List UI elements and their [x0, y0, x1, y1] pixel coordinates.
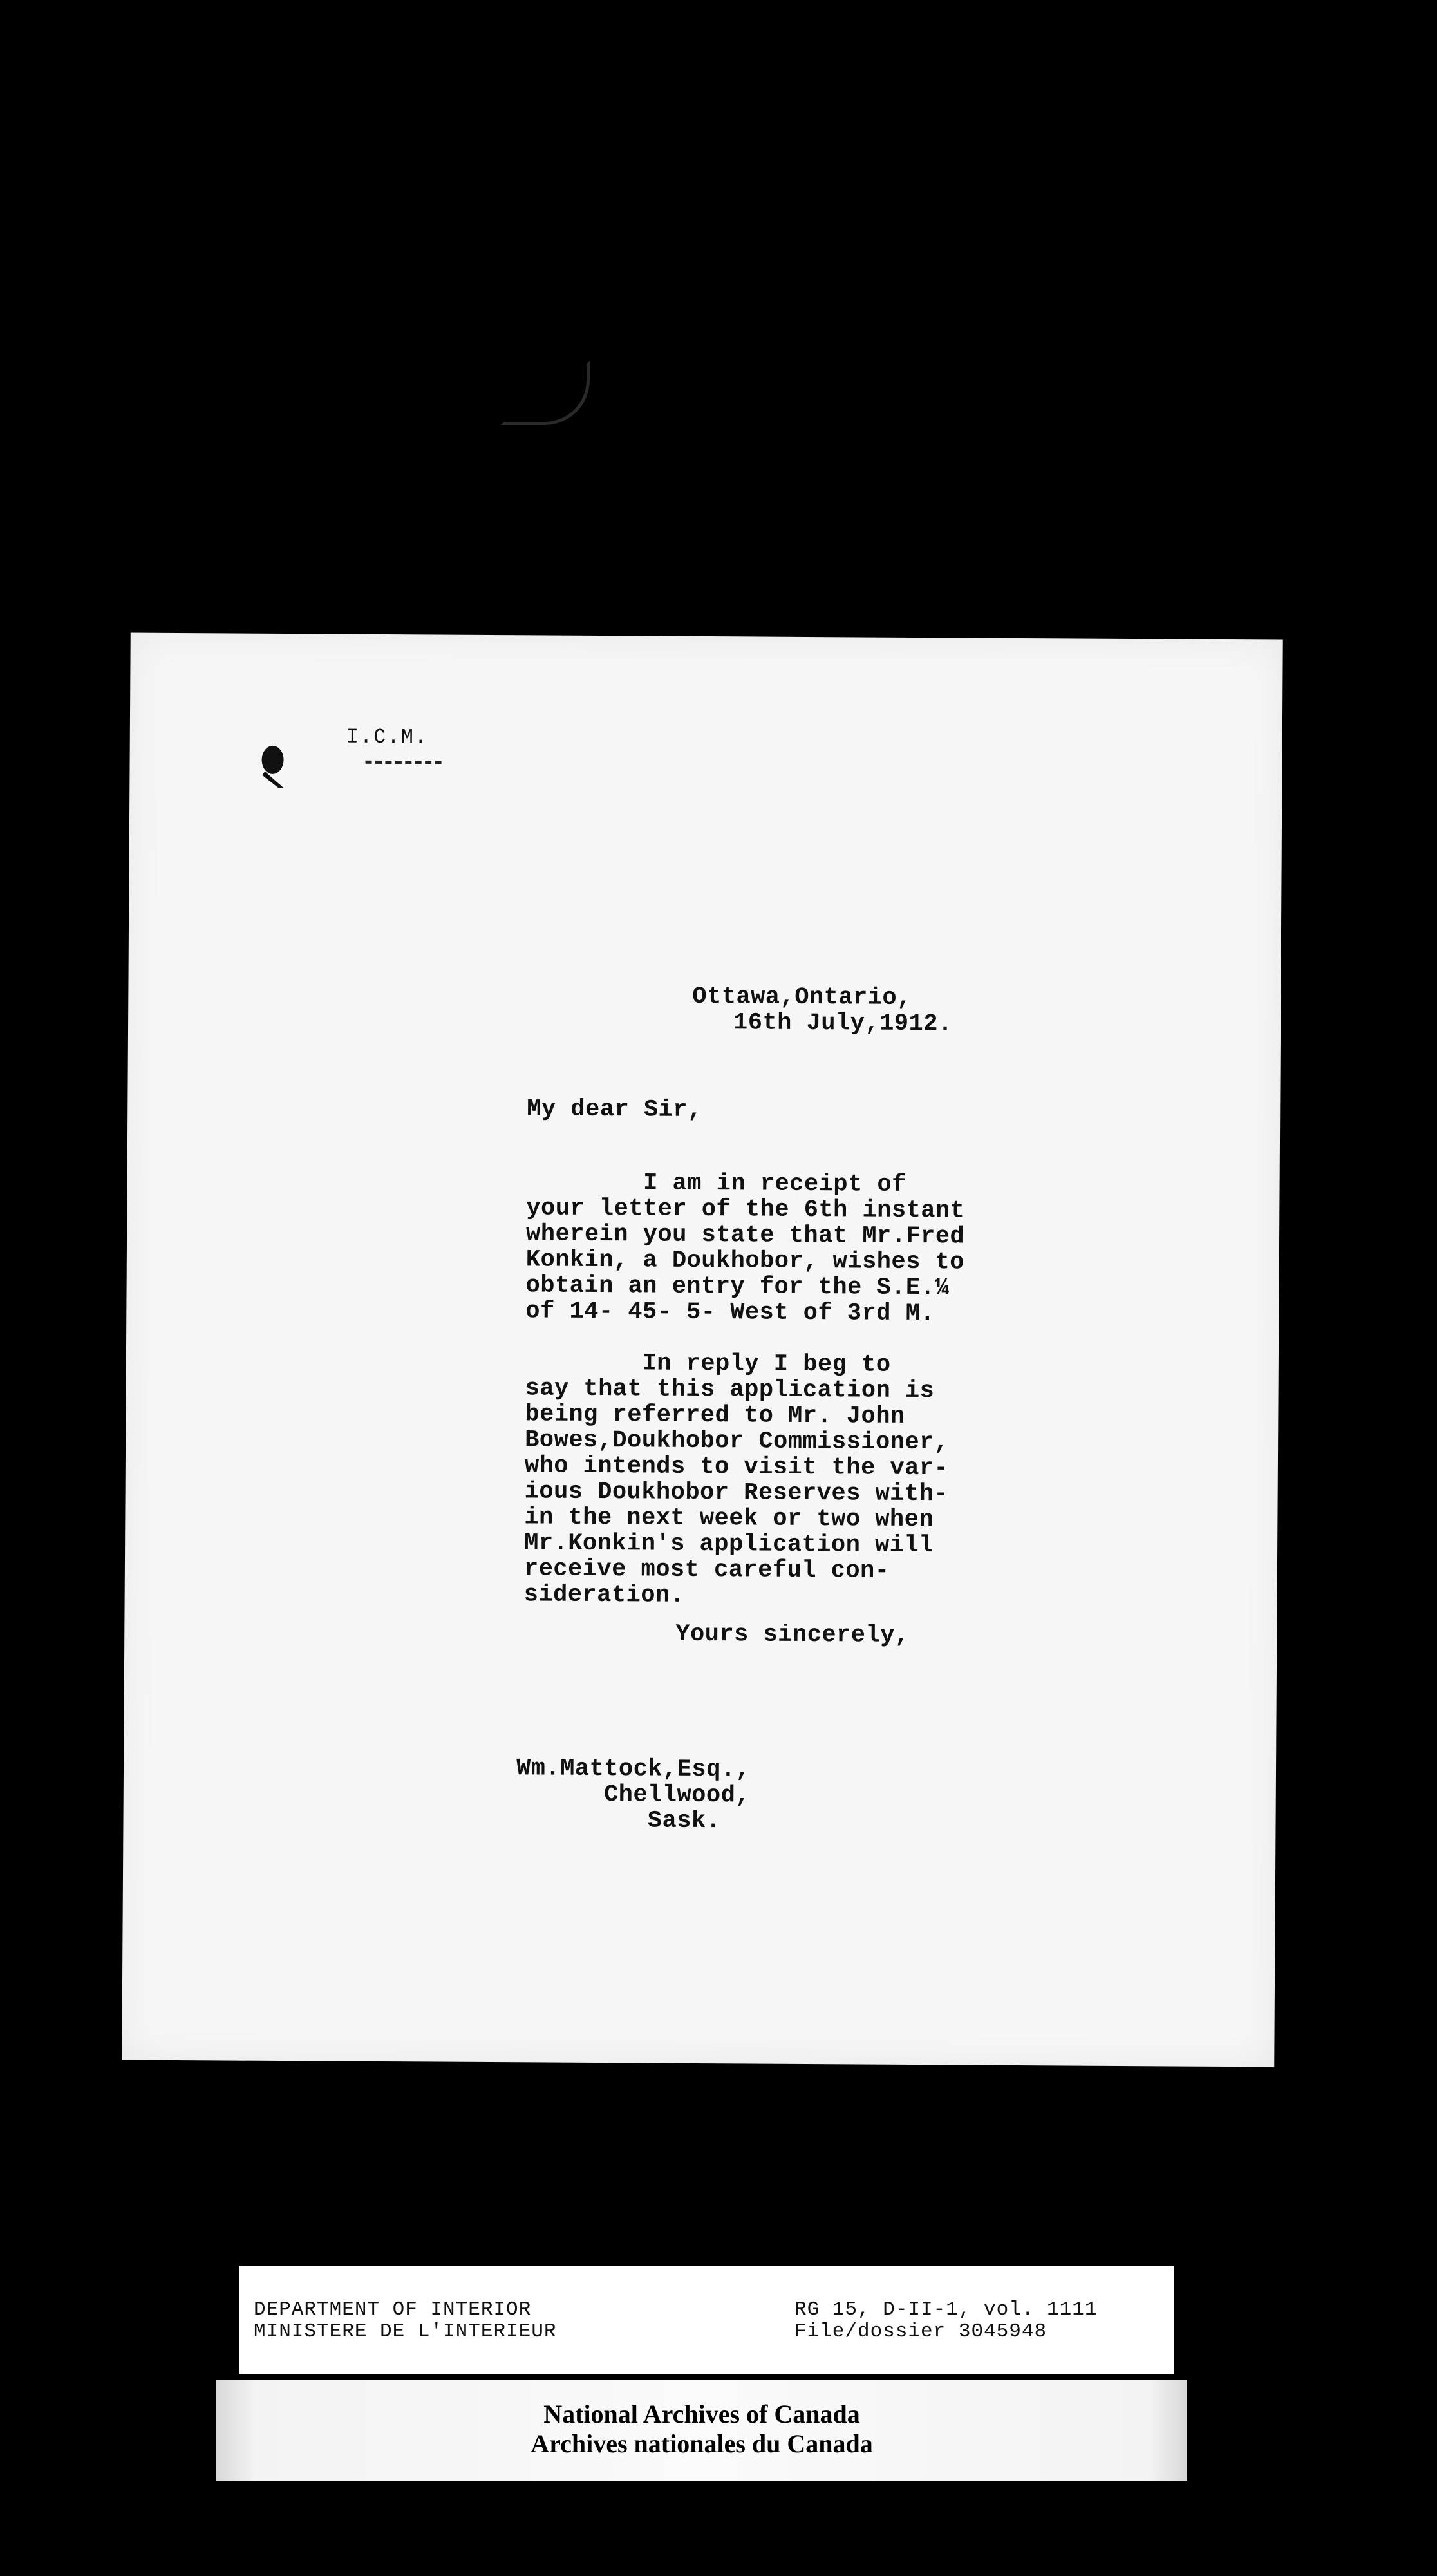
letter-page	[122, 633, 1283, 2067]
addressee-line: Chellwood,	[516, 1781, 751, 1810]
addressee-line: Sask.	[516, 1806, 721, 1835]
body-line: In reply I beg to	[525, 1349, 891, 1379]
body-line: who intends to visit the var-	[524, 1452, 949, 1482]
letter-body	[524, 1170, 965, 1610]
ink-blot-icon	[259, 743, 285, 790]
film-artifact-mark	[501, 361, 590, 425]
letter-date: 16th July,1912.	[733, 1009, 953, 1038]
department-english: DEPARTMENT OF INTERIOR	[254, 2298, 532, 2321]
body-line: Mr.Konkin's application will	[524, 1530, 934, 1560]
body-line: say that this application is	[525, 1375, 935, 1405]
body-line: Bowes,Doukhobor Commissioner,	[525, 1426, 949, 1457]
letter-salutation: My dear Sir,	[527, 1095, 702, 1124]
body-line: being referred to Mr. John	[525, 1401, 905, 1430]
body-line: Konkin, a Doukhobor, wishes to	[525, 1246, 965, 1276]
body-line: obtain an entry for the S.E.¼	[525, 1272, 950, 1302]
letter-closing: Yours sincerely,	[675, 1620, 910, 1649]
body-line: in the next week or two when	[524, 1504, 934, 1534]
file-number: File/dossier 3045948	[794, 2320, 1047, 2343]
body-line: receive most careful con-	[523, 1555, 890, 1585]
letter-place: Ottawa,Ontario,	[692, 983, 912, 1012]
department-french: MINISTERE DE L'INTERIEUR	[254, 2320, 557, 2343]
record-group-reference: RG 15, D-II-1, vol. 1111	[794, 2298, 1098, 2321]
archive-reference-label	[240, 2266, 1174, 2374]
body-line-blank	[525, 1324, 964, 1352]
typist-initials: I.C.M.	[346, 724, 429, 750]
body-line: ious Doukhobor Reserves with-	[524, 1478, 949, 1508]
addressee-line: Wm.Mattock,Esq.,	[516, 1755, 751, 1784]
body-line: wherein you state that Mr.Fred	[525, 1220, 965, 1251]
body-line: your letter of the 6th instant	[526, 1195, 965, 1225]
initials-underline	[366, 761, 442, 764]
archives-name-french: Archives nationales du Canada	[531, 2429, 873, 2458]
body-line: I am in receipt of	[526, 1169, 906, 1198]
archives-banner	[216, 2380, 1187, 2481]
archives-name-english: National Archives of Canada	[543, 2400, 860, 2429]
letter-addressee	[516, 1756, 750, 1834]
body-line: of 14- 45- 5- West of 3rd M.	[525, 1298, 935, 1328]
body-line: sideration.	[523, 1581, 685, 1609]
